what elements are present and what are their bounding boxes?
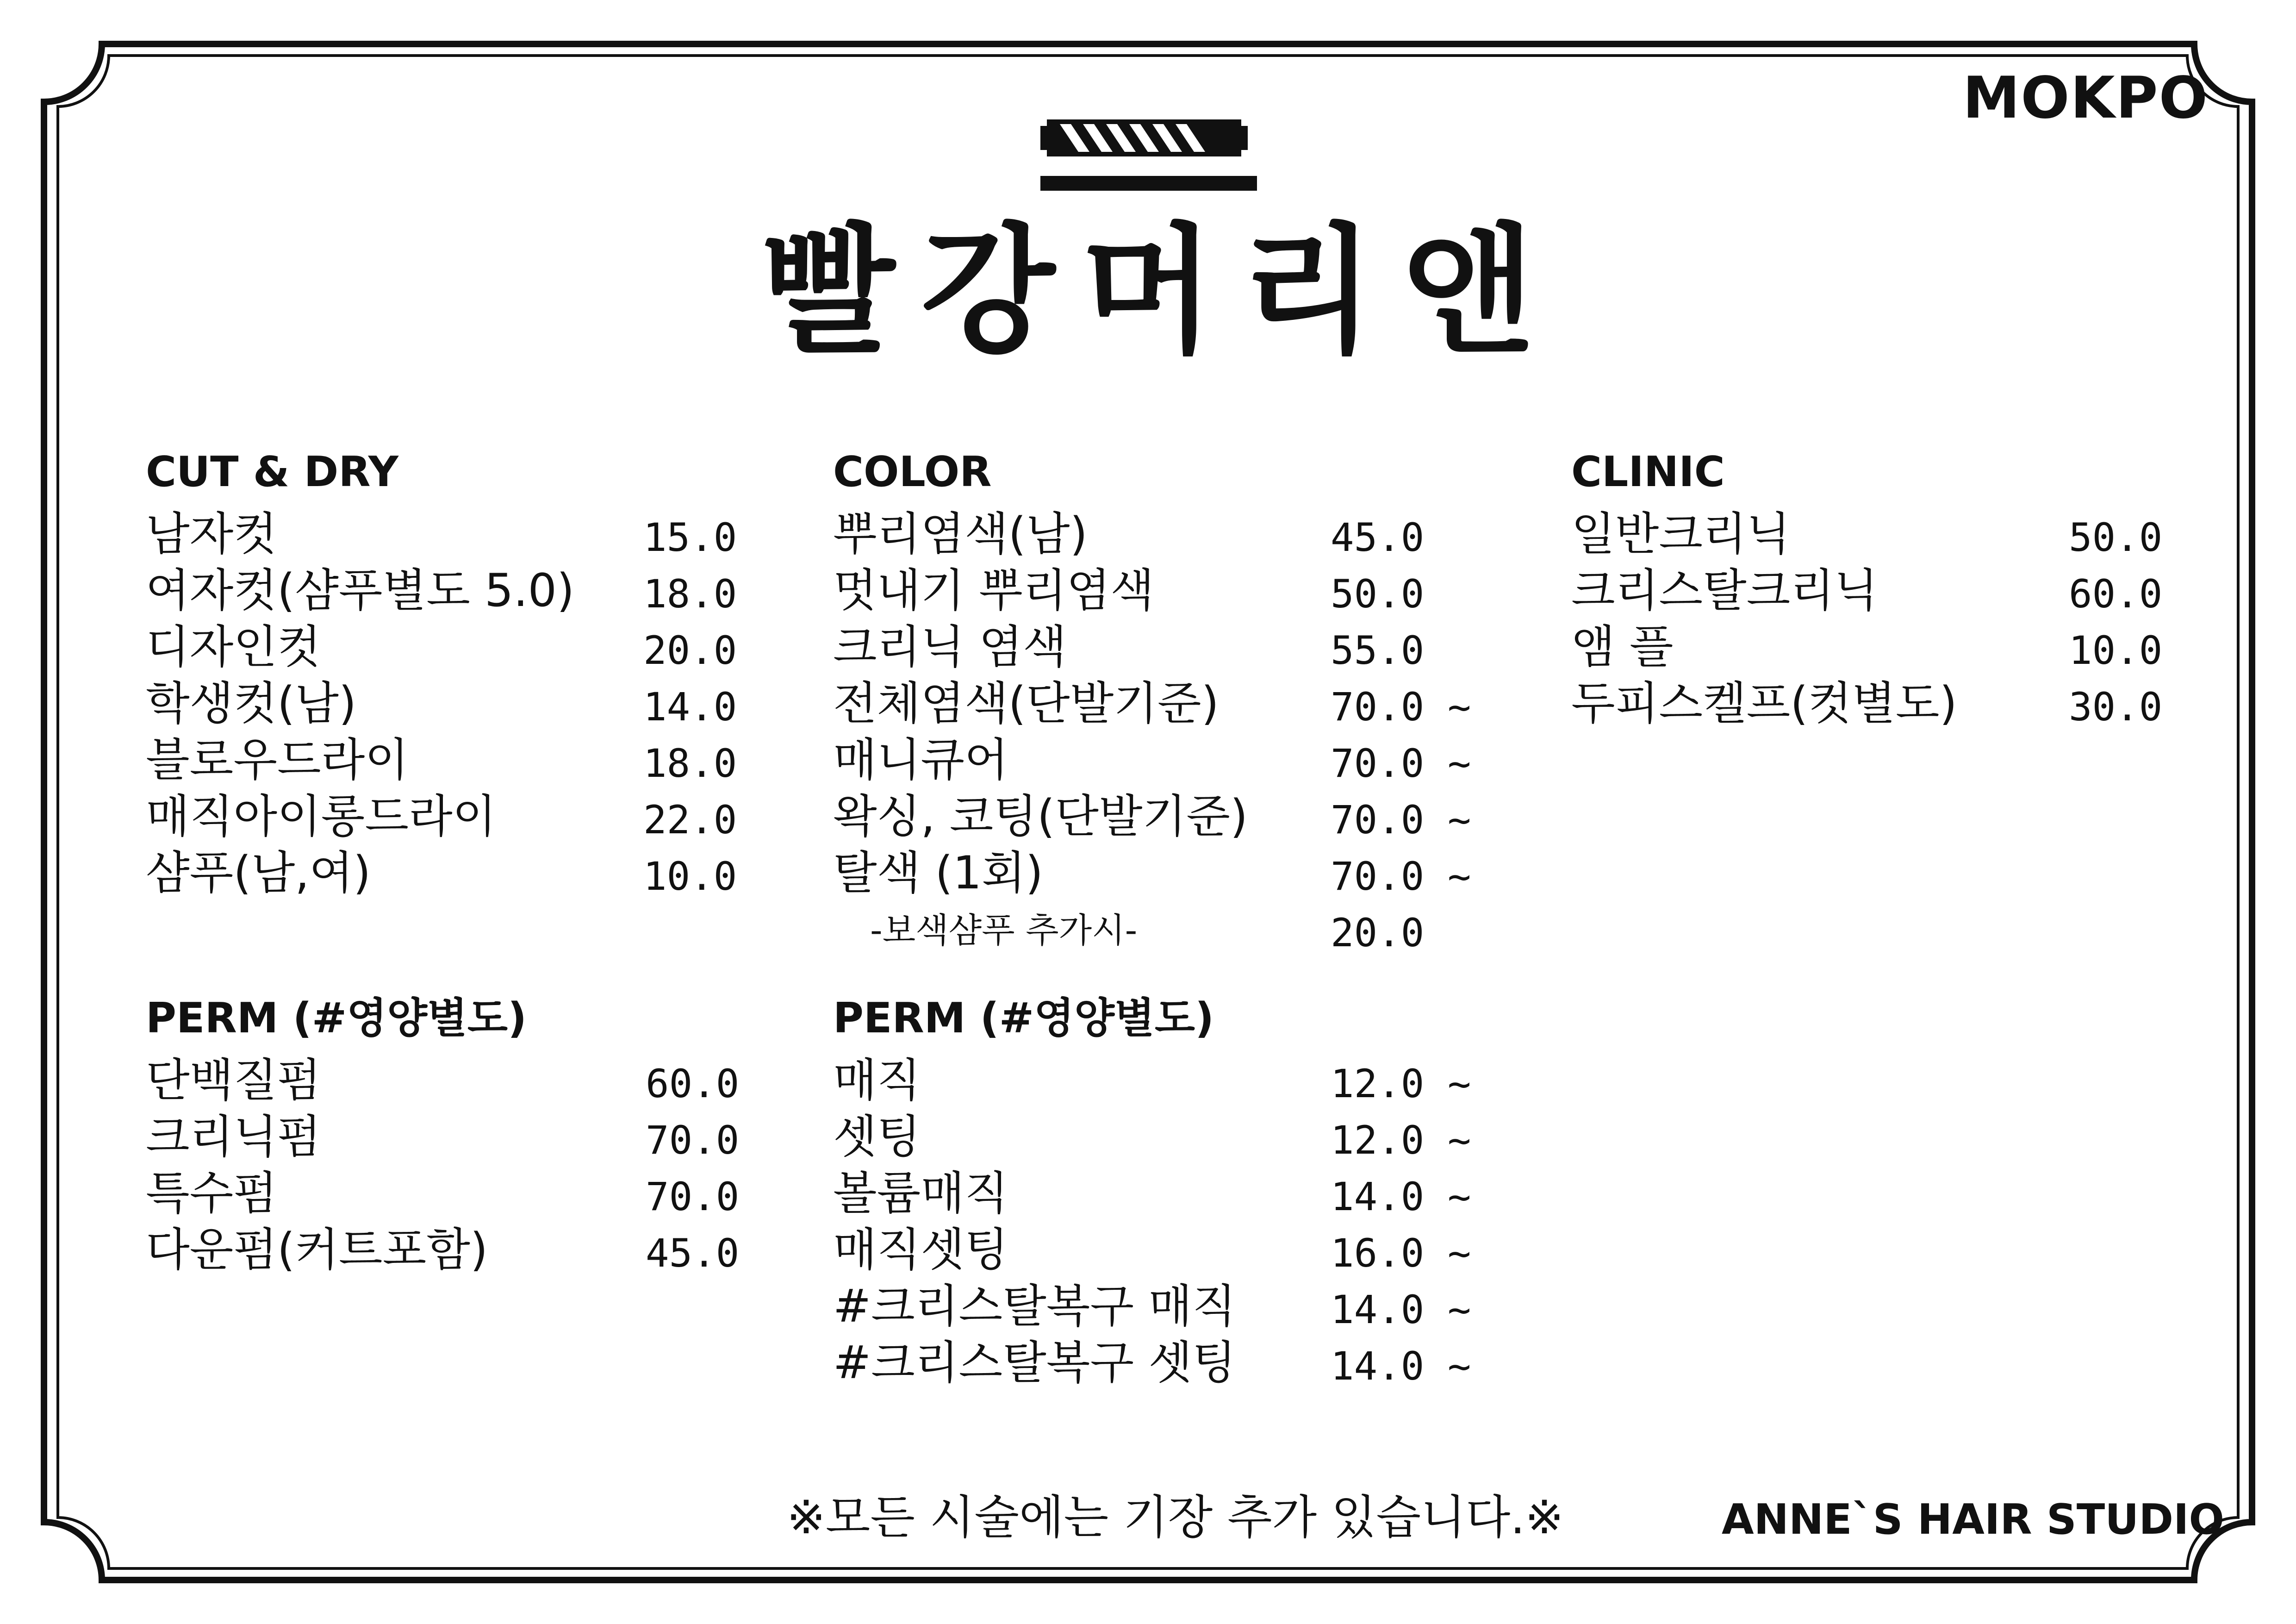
menu-item-row bbox=[146, 847, 757, 907]
menu-item-name: 블로우드라이 bbox=[146, 734, 409, 787]
menu-item-row bbox=[833, 1111, 1504, 1171]
menu-item-price: 45.0 bbox=[646, 1230, 740, 1276]
section-title: PERM (#영양별도) bbox=[146, 994, 527, 1043]
menu-item-name: 셋팅 bbox=[833, 1111, 921, 1163]
menu-item-row bbox=[146, 677, 757, 737]
footer-note: ※모든 시술에는 기장 추가 있습니다.※ bbox=[787, 1490, 1564, 1544]
menu-item-name: 샴푸(남,여) bbox=[146, 847, 371, 899]
menu-item-price: 10.0 bbox=[2069, 628, 2163, 673]
menu-item-name: #크리스탈복구 매직 bbox=[833, 1280, 1236, 1333]
menu-item-row bbox=[1571, 508, 2182, 568]
menu-item-price: 14.0 ~ bbox=[1331, 1287, 1471, 1332]
menu-item-row bbox=[833, 621, 1504, 681]
menu-item-price: 10.0 bbox=[643, 854, 737, 899]
menu-item-row bbox=[833, 1167, 1504, 1227]
menu-item-name: 왁싱, 코팅(단발기준) bbox=[833, 790, 1248, 843]
section-perm-right bbox=[833, 994, 1504, 1397]
menu-item-row bbox=[833, 790, 1504, 850]
menu-item-price: 70.0 ~ bbox=[1331, 684, 1471, 730]
menu-item-name: -보색샴푸 추가시- bbox=[870, 911, 1138, 950]
menu-item-price: 12.0 ~ bbox=[1331, 1118, 1471, 1163]
menu-item-row bbox=[146, 1111, 757, 1171]
barber-logo-icon bbox=[1038, 106, 1260, 198]
menu-item-name: 앰 플 bbox=[1571, 621, 1674, 674]
menu-item-name: 남자컷 bbox=[146, 508, 278, 561]
menu-item-name: 특수펌 bbox=[146, 1167, 278, 1220]
menu-item-price: 12.0 ~ bbox=[1331, 1061, 1471, 1106]
menu-item-row bbox=[833, 847, 1504, 907]
menu-item-row bbox=[146, 621, 757, 681]
menu-item-name: 크리닉펌 bbox=[146, 1111, 321, 1163]
section-title: CUT & DRY bbox=[146, 448, 398, 496]
menu-item-row bbox=[146, 564, 757, 625]
menu-item-row bbox=[146, 734, 757, 794]
menu-item-price: 70.0 ~ bbox=[1331, 854, 1471, 899]
section-color bbox=[833, 448, 1504, 963]
menu-item-name: 매직 bbox=[833, 1054, 921, 1107]
section-perm-left bbox=[146, 994, 757, 1284]
menu-item-price: 22.0 bbox=[643, 797, 737, 843]
menu-item-price: 55.0 bbox=[1331, 628, 1425, 673]
menu-item-name: 학생컷(남) bbox=[146, 677, 357, 730]
menu-item-name: 전체염색(단발기준) bbox=[833, 677, 1219, 730]
menu-item-row bbox=[833, 1224, 1504, 1284]
menu-item-row bbox=[1571, 677, 2182, 737]
menu-item-name: 멋내기 뿌리염색 bbox=[833, 564, 1154, 617]
menu-item-row bbox=[146, 1224, 757, 1284]
menu-item-name: 매직셋팅 bbox=[833, 1224, 1008, 1276]
section-title: CLINIC bbox=[1571, 448, 1725, 496]
menu-item-price: 70.0 ~ bbox=[1331, 741, 1471, 786]
menu-item-price: 45.0 bbox=[1331, 515, 1425, 560]
menu-item-price: 14.0 ~ bbox=[1331, 1174, 1471, 1219]
section-title: COLOR bbox=[833, 448, 992, 496]
menu-item-name: 단백질펌 bbox=[146, 1054, 321, 1107]
menu-item-row bbox=[146, 508, 757, 568]
menu-item-row bbox=[833, 907, 1504, 963]
menu-item-price: 18.0 bbox=[643, 741, 737, 786]
section-title: PERM (#영양별도) bbox=[833, 994, 1214, 1043]
menu-item-price: 60.0 bbox=[2069, 571, 2163, 617]
menu-item-name: 일반크리닉 bbox=[1571, 508, 1791, 561]
menu-item-row bbox=[833, 1280, 1504, 1340]
menu-item-name: 다운펌(커트포함) bbox=[146, 1224, 488, 1276]
section-cut-dry bbox=[146, 448, 757, 907]
menu-item-name: 크리닉 염색 bbox=[833, 621, 1067, 674]
menu-item-row bbox=[833, 1054, 1504, 1114]
menu-item-price: 14.0 bbox=[643, 684, 737, 730]
menu-item-price: 15.0 bbox=[643, 515, 737, 560]
menu-item-row bbox=[833, 734, 1504, 794]
section-clinic bbox=[1571, 448, 2182, 737]
city-label: MOKPO bbox=[1962, 65, 2209, 131]
shop-name-title: 빨강머리앤 bbox=[761, 211, 1561, 372]
menu-item-price: 60.0 bbox=[646, 1061, 740, 1106]
menu-item-price: 70.0 bbox=[646, 1118, 740, 1163]
menu-item-row bbox=[1571, 564, 2182, 625]
menu-item-row bbox=[1571, 621, 2182, 681]
menu-item-price: 50.0 bbox=[1331, 571, 1425, 617]
menu-item-price: 20.0 bbox=[643, 628, 737, 673]
menu-item-row bbox=[833, 564, 1504, 625]
footer-brand: ANNE`S HAIR STUDIO bbox=[1722, 1495, 2225, 1544]
menu-item-name: 뿌리염색(남) bbox=[833, 508, 1088, 561]
menu-item-price: 30.0 bbox=[2069, 684, 2163, 730]
menu-item-price: 70.0 ~ bbox=[1331, 797, 1471, 843]
menu-item-row bbox=[146, 1054, 757, 1114]
menu-item-price: 50.0 bbox=[2069, 515, 2163, 560]
menu-item-name: 여자컷(샴푸별도 5.0) bbox=[146, 564, 575, 617]
menu-item-name: 매직아이롱드라이 bbox=[146, 790, 497, 843]
menu-item-row bbox=[833, 1337, 1504, 1397]
menu-item-price: 18.0 bbox=[643, 571, 737, 617]
menu-item-price: 70.0 bbox=[646, 1174, 740, 1219]
menu-item-name: 볼륨매직 bbox=[833, 1167, 1008, 1220]
menu-item-name: 탈색 (1회) bbox=[833, 847, 1043, 899]
menu-item-name: 크리스탈크리닉 bbox=[1571, 564, 1878, 617]
menu-item-name: 두피스켈프(컷별도) bbox=[1571, 677, 1957, 730]
menu-item-name: 매니큐어 bbox=[833, 734, 1008, 787]
menu-item-row bbox=[146, 790, 757, 850]
menu-item-price: 20.0 bbox=[1331, 910, 1425, 956]
menu-item-name: #크리스탈복구 셋팅 bbox=[833, 1337, 1236, 1389]
menu-item-row bbox=[833, 508, 1504, 568]
menu-item-row bbox=[833, 677, 1504, 737]
menu-item-price: 16.0 ~ bbox=[1331, 1230, 1471, 1276]
menu-item-price: 14.0 ~ bbox=[1331, 1343, 1471, 1389]
menu-item-name: 디자인컷 bbox=[146, 621, 321, 674]
menu-item-row bbox=[146, 1167, 757, 1227]
